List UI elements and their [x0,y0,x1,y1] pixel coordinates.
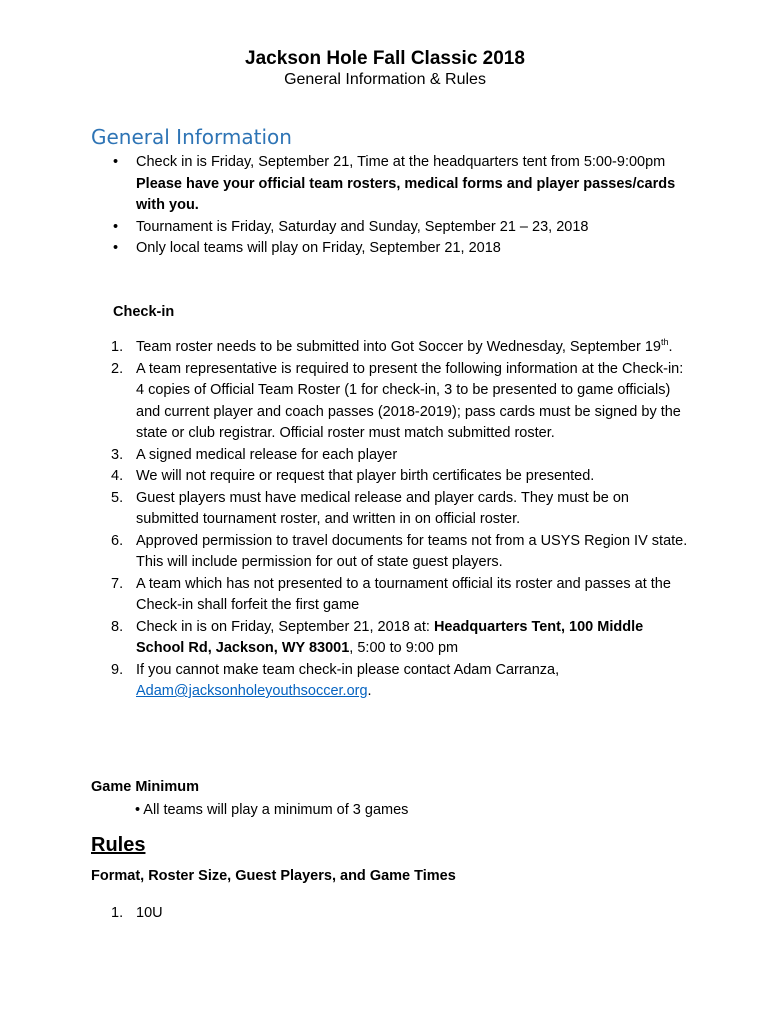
list-number: 1. [111,339,124,355]
list-number: 1. [111,905,124,921]
list-number: 8. [111,618,124,635]
list-item-text: A team representative is required to present the following information at the Check-in: 4 copies of Official Team Roster (1 for check-in, 3 to be presented to game officials) and current player and coach passes (2018-2019); pass cards must be signed by the state or club registrar. Official roster must match submitted roster. [136,360,684,441]
list-item-suffix: . [668,339,673,355]
list-number: 2. [111,360,124,377]
general-information-heading: General Information [91,125,292,149]
list-item-text: If you cannot make team check-in please contact Adam Carranza, [136,661,560,678]
list-item [91,359,691,445]
list-item-suffix: . [367,683,372,699]
list-number: 3. [111,446,124,463]
checkin-location: Headquarters Tent, 100 Middle School Rd, Jackson, WY 83001 [136,618,644,656]
list-item-text: Check in is on Friday, September 21, 2018 at: [136,618,434,635]
document-title: Jackson Hole Fall Classic 2018 [245,48,525,69]
game-minimum-item: • All teams will play a minimum of 3 games [135,802,409,818]
list-item-text: Team roster needs to be submitted into Got Soccer by Wednesday, September 19 [136,339,661,355]
checkin-heading: Check-in [113,304,175,320]
list-number: 9. [111,661,124,678]
list-item-text: Only local teams will play on Friday, September 21, 2018 [136,240,501,256]
document-subtitle: General Information & Rules [284,71,486,88]
list-item [91,488,691,531]
superscript: th [660,337,669,348]
list-number: 7. [111,575,124,592]
bullet-icon: • [113,218,119,235]
list-item [91,337,691,359]
bullet-icon: • [113,154,119,170]
list-item [91,217,691,239]
list-number: 4. [111,468,124,484]
bullet-icon: • [113,240,119,256]
list-item-text: Check in is Friday, September 21, Time at the headquarters tent from 5:00-9:00pm [136,154,666,170]
list-item [91,574,691,617]
list-item [91,466,691,488]
game-minimum-heading: Game Minimum [91,779,199,795]
contact-email-link[interactable]: Adam@jacksonholeyouthsoccer.org [136,683,368,699]
list-item-text: 10U [136,905,163,921]
list-number: 6. [111,532,124,549]
format-heading: Format, Roster Size, Guest Players, and Game Times [91,868,456,884]
list-item-text: Approved permission to travel documents for teams not from a USYS Region IV state. This will include permission for out of state guest players. [136,532,688,570]
list-item [91,445,691,467]
roster-reminder-note: Please have your official team rosters, medical forms and player passes/cards with you. [136,175,676,213]
list-item-text: Guest players must have medical release and player cards. They must be on submitted tournament roster, and written in on official roster. [136,489,629,527]
list-item-suffix: , 5:00 to 9:00 pm [349,640,459,656]
list-item-text: Tournament is Friday, Saturday and Sunday, September 21 – 23, 2018 [136,218,589,235]
list-item [91,617,691,660]
list-item-text: We will not require or request that player birth certificates be presented. [136,468,595,484]
checkin-list [91,337,691,703]
list-item-text: A signed medical release for each player [136,446,398,463]
list-item [91,238,691,260]
general-information-list [91,152,691,260]
list-item [91,660,691,703]
list-item [91,531,691,574]
list-item-text: A team which has not presented to a tournament official its roster and passes at the Check-in shall forfeit the first game [136,575,671,613]
list-item [91,152,691,217]
rules-heading: Rules [91,834,146,856]
list-number: 5. [111,489,124,506]
